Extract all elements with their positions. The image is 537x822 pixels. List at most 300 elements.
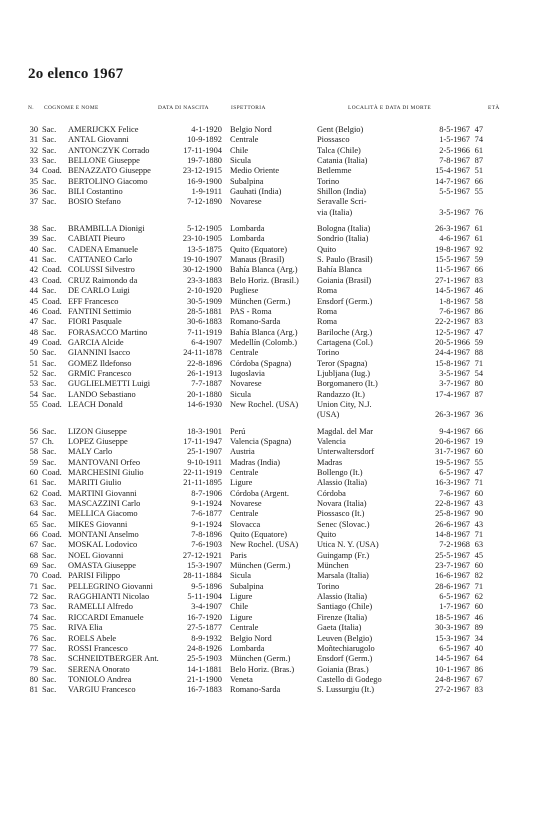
entry-birth-date: 7-11-1919 [187,327,222,337]
entry-number: 80 [29,674,38,684]
entry-death-place: Piossasco (It.) [317,509,365,519]
entry-title: Sac. [42,135,57,145]
entry-birth-date: 14-6-1930 [187,399,222,409]
entry-death-date: 28-6-1967 [435,581,470,591]
entry-name: RAGGHIANTI Nicolao [68,592,150,602]
entry-number: 35 [29,176,38,186]
entry-province: Veneta [230,674,253,684]
entry-age: 71 [474,530,483,540]
table-row [0,156,537,166]
entry-number: 51 [29,358,38,368]
entry-title: Sac. [42,187,57,197]
entry-title: Coad. [42,571,62,581]
entry-death-date: 26-3-1967 [435,410,470,420]
entry-name: MOSKAL Lodovico [68,540,138,550]
entry-death-place: Torino [317,176,340,186]
table-row [0,654,537,664]
entry-province: Sicula [230,571,251,581]
entry-province: Lombarda [230,234,265,244]
entry-birth-date: 19-7-1880 [187,156,222,166]
table-row [0,602,537,612]
entry-province: Ligure [230,612,253,622]
entry-death-date: 17-4-1967 [435,389,470,399]
entry-number: 63 [29,499,38,509]
entry-name: MARCHESINI Giulio [68,468,144,477]
table-row [0,551,537,561]
entry-number: 47 [29,317,38,327]
entry-age: 36 [474,410,483,420]
entry-number: 67 [29,540,38,550]
entry-age: 46 [474,286,483,296]
table-row [0,437,537,447]
entry-death-place: Quito [317,530,337,540]
entry-birth-date: 25-5-1903 [187,654,222,664]
entry-age: 90 [474,509,483,519]
entry-death-date: 16-3-1967 [435,478,470,488]
entry-number: 43 [29,275,38,285]
entry-title: Sac. [42,581,57,591]
entry-number: 38 [29,224,38,234]
entry-death-date: 3-5-1967 [439,368,470,378]
header-name: COGNOME E NOME [44,105,99,111]
entry-birth-date: 7-6-1903 [191,540,222,550]
entry-title: Sac. [42,550,57,560]
entry-birth-date: 21-1-1900 [187,674,222,684]
entry-death-date: 6-5-1967 [439,643,470,653]
entry-death-date: 16-6-1967 [435,571,470,581]
entry-age: 47 [474,468,483,477]
entry-age: 60 [474,488,483,498]
necrology-table [0,125,537,696]
entry-name: MALY Carlo [68,447,113,457]
entry-title: Sac. [42,379,57,389]
entry-death-place: (USA) [317,410,340,420]
entry-province: Slovacca [230,519,261,529]
entry-age: 60 [474,602,483,612]
entry-name: MELLICA Giacomo [68,509,138,519]
entry-death-place: Piossasco [317,135,350,145]
entry-age: 71 [474,581,483,591]
entry-death-place: Union City, N.J. [317,399,372,409]
entry-name: CRUZ Raimondo da [68,275,138,285]
entry-number: 55 [29,399,38,409]
entry-title: Sac. [42,478,57,488]
entry-province: Paris [230,550,247,560]
entry-age: 43 [474,499,483,509]
entry-age: 34 [474,633,483,643]
table-row [0,410,537,420]
entry-province: New Rochel. (USA) [230,540,299,550]
entry-death-place: Quito [317,244,337,254]
entry-death-date: 15-4-1967 [435,166,470,176]
entry-province: Quito (Equatore) [230,244,287,254]
entry-name: CADENA Emanuele [68,244,139,254]
entry-province: Novarese [230,197,262,207]
entry-age: 59 [474,337,483,347]
entry-province: Centrale [230,623,259,633]
entry-number: 72 [29,592,38,602]
table-row [0,685,537,695]
entry-name: LOPEZ Giuseppe [68,436,128,446]
entry-age: 64 [474,654,483,664]
entry-birth-date: 24-11-1878 [183,348,222,358]
entry-province: Austria [230,447,255,457]
entry-death-place: Roma [317,317,338,327]
entry-birth-date: 23-10-1905 [182,234,222,244]
entry-age: 60 [474,447,483,457]
entry-name: ROSSI Francesco [68,643,128,653]
entry-death-place: Utica N. Y. (USA) [317,540,379,550]
entry-birth-date: 9-1-1924 [191,519,222,529]
entry-birth-date: 16-9-1900 [187,176,222,186]
entry-birth-date: 7-7-1887 [191,379,222,389]
table-row [0,623,537,633]
entry-death-place: Valencia [317,436,346,446]
entry-title: Sac. [42,176,57,186]
entry-death-place: Gaeta (Italia) [317,623,362,633]
entry-number: 60 [29,468,38,477]
table-row [0,561,537,571]
entry-death-place: Teror (Spagna) [317,358,368,368]
entry-death-date: 5-5-1967 [439,187,470,197]
entry-name: RICCARDI Emanuele [68,612,144,622]
entry-death-date: 18-5-1967 [435,612,470,622]
table-row [0,592,537,602]
entry-title: Sac. [42,327,57,337]
entry-death-place: Castello di Godego [317,674,382,684]
entry-province: Bahía Blanca (Arg.) [230,265,298,275]
entry-death-date: 14-7-1967 [435,176,470,186]
entry-title: Sac. [42,125,57,134]
entry-death-place: Bologna (Italia) [317,224,371,234]
entry-birth-date: 8-9-1932 [191,633,222,643]
entry-name: EFF Francesco [68,296,119,306]
entry-age: 76 [474,207,483,217]
table-row [0,276,537,286]
entry-title: Sac. [42,234,57,244]
entry-death-date: 31-7-1967 [435,447,470,457]
table-row [0,286,537,296]
entry-death-place: Shillon (India) [317,187,367,197]
entry-province: Manaus (Brasil) [230,255,285,265]
entry-birth-date: 9-5-1896 [191,581,222,591]
table-row [0,379,537,389]
entry-death-place: Torino [317,581,340,591]
entry-death-place: Madras [317,457,343,467]
entry-title: Sac. [42,197,57,207]
entry-title: Sac. [42,612,57,622]
table-row [0,187,537,197]
entry-age: 66 [474,265,483,275]
entry-age: 83 [474,275,483,285]
table-row [0,177,537,187]
entry-birth-date: 23-12-1915 [182,166,222,176]
entry-death-date: 11-5-1967 [435,265,470,275]
entry-birth-date: 25-1-1907 [187,447,222,457]
entry-death-date: 6-5-1967 [439,592,470,602]
entry-name: CABIATI Pieuro [68,234,125,244]
entry-death-place: Alassio (Italia) [317,592,368,602]
entry-death-date: 30-3-1967 [435,623,470,633]
entry-death-date: 20-5-1966 [435,337,470,347]
entry-title: Sac. [42,685,57,695]
entry-birth-date: 16-7-1920 [187,612,222,622]
table-row [0,338,537,348]
table-row [0,255,537,265]
entry-birth-date: 15-3-1907 [187,561,222,571]
entry-number: 64 [29,509,38,519]
entry-title: Sac. [42,674,57,684]
entry-province: Medellín (Colomb.) [230,337,297,347]
entry-death-place: Talca (Chile) [317,145,361,155]
entry-title: Sac. [42,664,57,674]
entry-death-place: Firenze (Italia) [317,612,367,622]
entry-title: Sac. [42,643,57,653]
entry-death-place: Alassio (Italia) [317,478,368,488]
entry-province: Ligure [230,478,253,488]
entry-number: 40 [29,244,38,254]
entry-death-place: Seravalle Scri- [317,197,367,207]
entry-death-place: Bahía Blanca [317,265,362,275]
entry-birth-date: 3-4-1907 [191,602,222,612]
table-row [0,146,537,156]
entry-number: 42 [29,265,38,275]
entry-birth-date: 9-10-1911 [187,457,222,467]
entry-birth-date: 8-7-1906 [191,488,222,498]
entry-number: 75 [29,623,38,633]
entry-death-date: 25-8-1967 [435,509,470,519]
table-row [0,224,537,234]
entry-name: AMERIJCKX Felice [68,125,139,134]
entry-province: Novarese [230,379,262,389]
entry-name: NOEL Giovanni [68,550,124,560]
entry-death-date: 25-5-1967 [435,550,470,560]
entry-province: Belo Horiz. (Brasil.) [230,275,299,285]
entry-name: DE CARLO Luigi [68,286,130,296]
table-row [0,359,537,369]
entry-age: 55 [474,457,483,467]
entry-birth-date: 19-10-1907 [182,255,222,265]
entry-death-date: 14-5-1967 [435,654,470,664]
entry-province: Sicula [230,389,251,399]
entry-title: Sac. [42,368,57,378]
entry-province: Ligure [230,592,253,602]
entry-number: 34 [29,166,38,176]
entry-province: Chile [230,602,249,612]
entry-title: Coad. [42,468,62,477]
entry-title: Ch. [42,436,54,446]
entry-age: 61 [474,234,483,244]
entry-name: PELLEGRINO Giovanni [68,581,153,591]
entry-death-date: 14-5-1967 [435,286,470,296]
entry-death-place: Córdoba [317,488,346,498]
entry-death-place: Marsala (Italia) [317,571,369,581]
entry-death-date: 1-8-1967 [439,296,470,306]
entry-title: Sac. [42,602,57,612]
entry-birth-date: 18-3-1901 [187,426,222,436]
entry-birth-date: 23-3-1883 [187,275,222,285]
entry-province: Belo Horiz. (Bras.) [230,664,295,674]
entry-death-place: via (Italia) [317,207,353,217]
entry-death-date: 15-5-1967 [435,255,470,265]
entry-age: 88 [474,348,483,358]
table-row [0,468,537,478]
entry-name: CATTANEO Carlo [68,255,133,265]
entry-number: 30 [29,125,38,134]
entry-title: Sac. [42,447,57,457]
entry-province: Lombarda [230,224,265,234]
entry-age: 92 [474,244,483,254]
entry-birth-date: 5-12-1905 [187,224,222,234]
entry-age: 47 [474,125,483,134]
entry-death-date: 24-4-1967 [435,348,470,358]
entry-age: 19 [474,436,483,446]
entry-name: FIORI Pasquale [68,317,122,327]
entry-number: 69 [29,561,38,571]
entry-death-date: 15-3-1967 [435,633,470,643]
entry-title: Coad. [42,296,62,306]
entry-number: 54 [29,389,38,399]
entry-birth-date: 30-5-1909 [187,296,222,306]
entry-number: 65 [29,519,38,529]
entry-number: 71 [29,581,38,591]
entry-number: 66 [29,530,38,540]
table-row [0,644,537,654]
entry-number: 31 [29,135,38,145]
entry-province: Quito (Equatore) [230,530,287,540]
table-row [0,489,537,499]
entry-title: Sac. [42,348,57,358]
entry-age: 45 [474,550,483,560]
entry-province: Iugoslavia [230,368,265,378]
entry-number: 58 [29,447,38,457]
entry-age: 59 [474,255,483,265]
entry-age: 61 [474,145,483,155]
entry-number: 39 [29,234,38,244]
entry-death-place: Goiania (Brasil) [317,275,372,285]
entry-age: 83 [474,685,483,695]
entry-death-place: Novara (Italia) [317,499,367,509]
entry-birth-date: 10-9-1892 [187,135,222,145]
entry-death-place: Betlemme [317,166,352,176]
entry-name: SERENA Onorato [68,664,130,674]
entry-age: 63 [474,540,483,550]
header-age: ETÀ [488,105,500,111]
table-row [0,328,537,338]
table-row [0,634,537,644]
entry-name: FANTINI Settimio [68,306,132,316]
entry-province: Sicula [230,156,251,166]
table-row [0,613,537,623]
entry-province: Centrale [230,509,259,519]
entry-death-date: 7-6-1967 [439,488,470,498]
entry-title: Sac. [42,244,57,254]
entry-birth-date: 7-6-1877 [191,509,222,519]
entry-death-place: Sondrio (Italia) [317,234,369,244]
entry-death-date: 8-5-1967 [439,125,470,134]
entry-age: 61 [474,224,483,234]
entry-death-place: Catania (Italia) [317,156,368,166]
entry-death-date: 2-5-1966 [439,145,470,155]
entry-age: 71 [474,358,483,368]
entry-province: Córdoba (Argent. [230,488,289,498]
table-row [0,478,537,488]
entry-province: Bahía Blanca (Arg.) [230,327,298,337]
entry-title: Coad. [42,166,62,176]
entry-name: MONTANI Anselmo [68,530,139,540]
entry-number: 74 [29,612,38,622]
entry-birth-date: 13-5-1875 [187,244,222,254]
entry-number: 77 [29,643,38,653]
entry-number: 44 [29,286,38,296]
table-row [0,427,537,437]
entry-age: 58 [474,296,483,306]
entry-number: 70 [29,571,38,581]
entry-number: 73 [29,602,38,612]
entry-age: 55 [474,187,483,197]
entry-title: Sac. [42,540,57,550]
entry-name: COLUSSI Silvestro [68,265,135,275]
entry-province: Romano-Sarda [230,685,281,695]
entry-death-date: 27-2-1967 [435,685,470,695]
entry-number: 79 [29,664,38,674]
entry-province: Chile [230,145,249,155]
entry-name: VARGIU Francesco [68,685,136,695]
entry-death-place: Bariloche (Arg.) [317,327,373,337]
entry-death-date: 24-8-1967 [435,674,470,684]
entry-province: Belgio Nord [230,633,272,643]
table-row [0,571,537,581]
entry-death-date: 27-1-1967 [435,275,470,285]
entry-birth-date: 22-8-1896 [187,358,222,368]
entry-death-place: Roma [317,286,338,296]
entry-birth-date: 30-6-1883 [187,317,222,327]
entry-birth-date: 4-1-1920 [191,125,222,134]
entry-name: OMASTA Giuseppe [68,561,136,571]
entry-name: GARCIA Alcide [68,337,124,347]
entry-death-date: 22-8-1967 [435,499,470,509]
entry-province: München (Germ.) [230,654,291,664]
entry-province: New Rochel. (USA) [230,399,299,409]
entry-birth-date: 1-9-1911 [191,187,222,197]
entry-title: Coad. [42,306,62,316]
entry-age: 43 [474,519,483,529]
table-row [0,265,537,275]
entry-death-date: 6-5-1967 [439,468,470,477]
entry-province: Subalpina [230,176,264,186]
entry-birth-date: 17-11-1947 [183,436,222,446]
entry-birth-date: 14-1-1881 [187,664,222,674]
entry-birth-date: 27-12-1921 [182,550,222,560]
entry-death-place: Santiago (Chile) [317,602,373,612]
entry-age: 54 [474,368,483,378]
table-row [0,208,537,218]
entry-age: 80 [474,379,483,389]
entry-birth-date: 20-1-1880 [187,389,222,399]
entry-death-date: 22-2-1967 [435,317,470,327]
entry-death-date: 7-2-1968 [439,540,470,550]
entry-death-date: 19-8-1967 [435,244,470,254]
table-row [0,245,537,255]
header-province: ISPETTORIA [231,105,266,111]
entry-death-place: Moñtechiarugolo [317,643,375,653]
entry-age: 47 [474,327,483,337]
entry-name: BRAMBILLA Dionigi [68,224,145,234]
entry-number: 52 [29,368,38,378]
entry-birth-date: 22-11-1919 [183,468,222,477]
table-row [0,166,537,176]
entry-death-place: Senec (Slovac.) [317,519,370,529]
